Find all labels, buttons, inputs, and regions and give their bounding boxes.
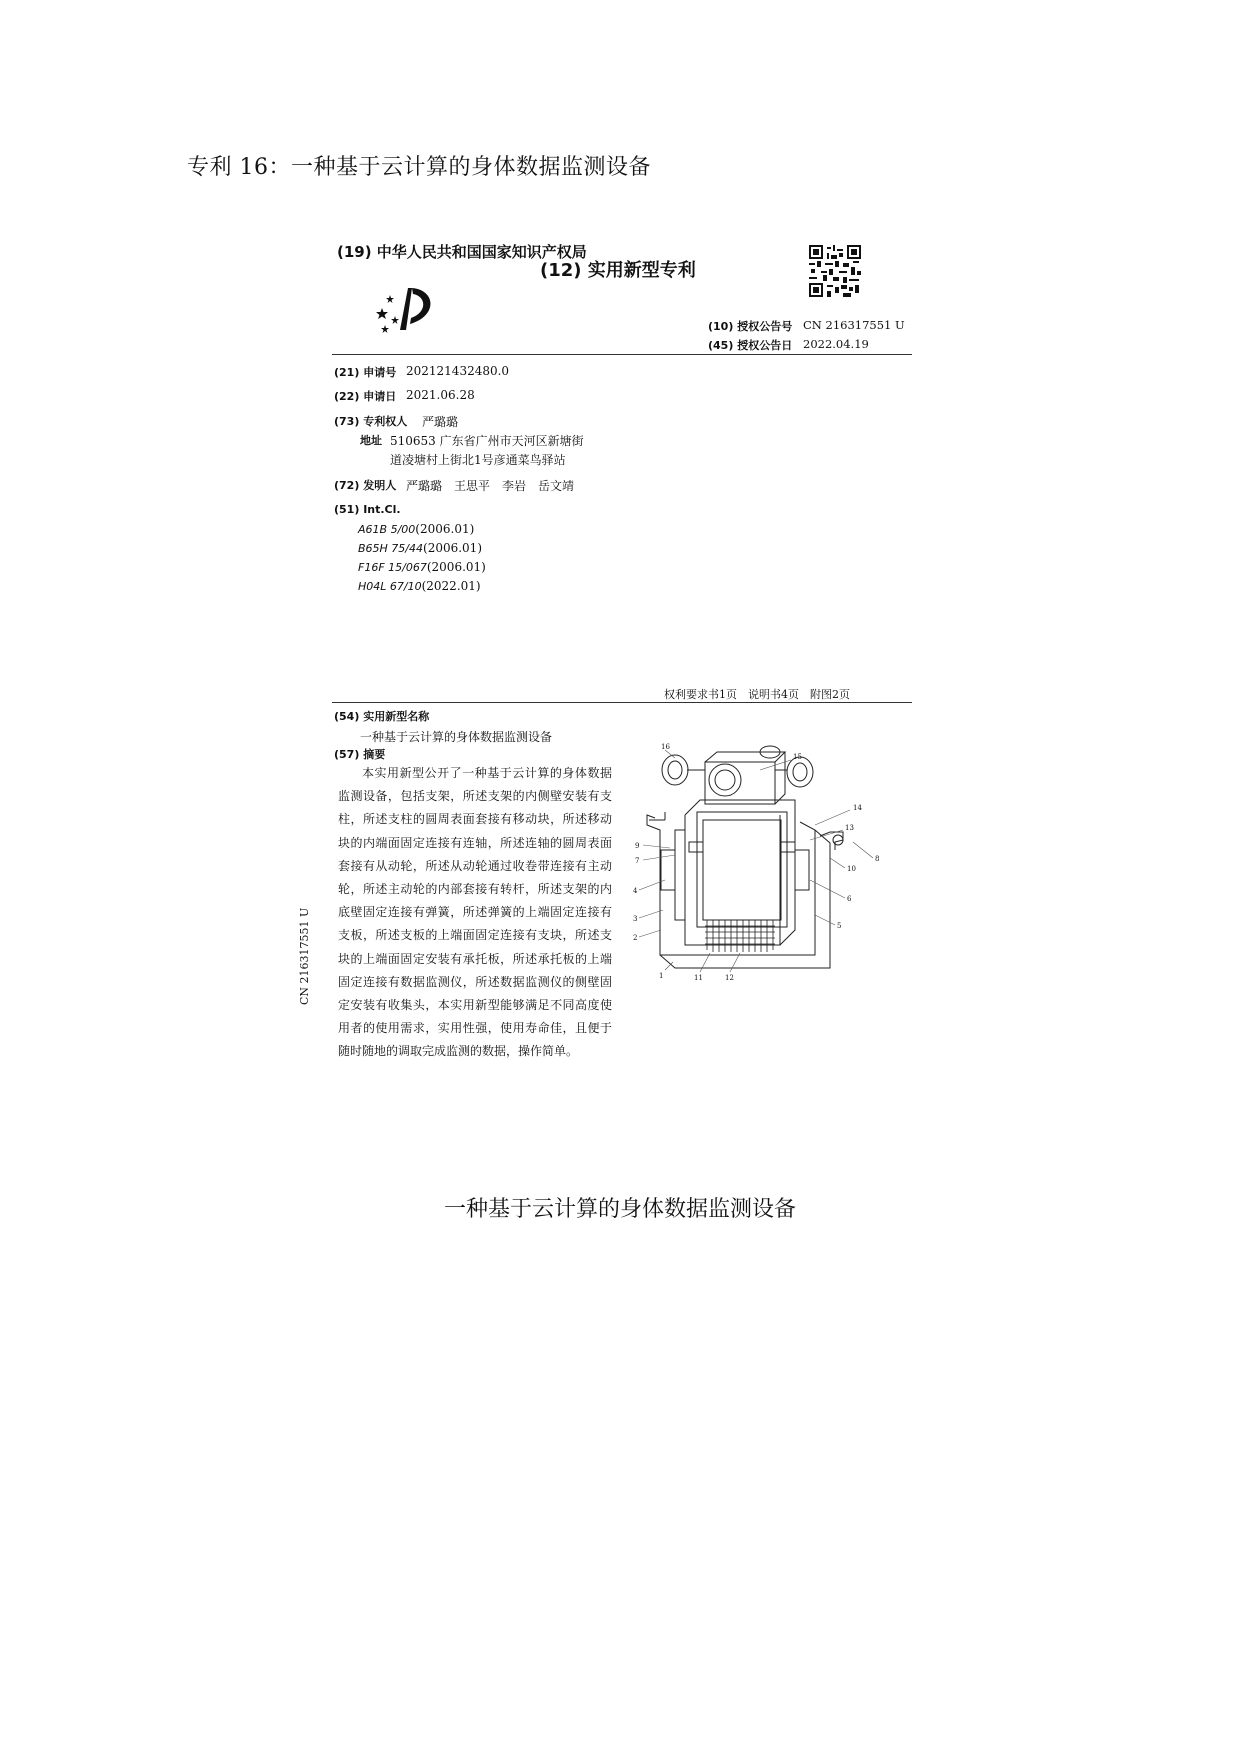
pub-date: 2022.04.19 (803, 337, 869, 351)
figure-label: 16 (661, 743, 670, 751)
patent-document-image (298, 230, 920, 1130)
address-line-1: 510653 广东省广州市天河区新塘街 (390, 434, 584, 448)
figure-label: 3 (633, 915, 638, 923)
address-label: 地址 (360, 434, 382, 447)
app-date-label: (22) 申请日 (334, 390, 397, 403)
inventor-label: (72) 发明人 (334, 479, 397, 492)
abstract-label: (57) 摘要 (334, 748, 386, 761)
intcl-label: (51) Int.Cl. (334, 503, 401, 516)
cnipa-logo-icon (370, 280, 440, 335)
intcl-item: H04L 67/10(2022.01) (358, 579, 481, 593)
app-date: 2021.06.28 (406, 388, 475, 402)
utility-model-name: 一种基于云计算的身体数据监测设备 (360, 730, 553, 744)
figure-caption: 一种基于云计算的身体数据监测设备 (443, 1197, 796, 1222)
patent-type: (12) 实用新型专利 (540, 260, 696, 281)
figure-label: 9 (635, 842, 640, 850)
figure-label: 5 (837, 922, 842, 930)
patent-office: (19) 中华人民共和国国家知识产权局 (337, 243, 587, 261)
app-no-label: (21) 申请号 (334, 366, 397, 379)
name-label: (54) 实用新型名称 (334, 710, 430, 723)
inventors: 严璐璐 王思平 李岩 岳文靖 (406, 479, 575, 493)
page-heading: 专利 16：一种基于云计算的身体数据监测设备 (187, 155, 651, 180)
pub-no-label: (10) 授权公告号 (708, 320, 793, 333)
pub-date-label: (45) 授权公告日 (708, 339, 793, 352)
figure-label: 10 (847, 865, 856, 873)
figure-label: 12 (725, 974, 734, 982)
intcl-item: F16F 15/067(2006.01) (358, 560, 486, 574)
qr-code-icon (809, 245, 861, 297)
app-no: 202121432480.0 (406, 364, 510, 378)
device-drawing (625, 740, 915, 990)
figure-label: 4 (633, 887, 638, 895)
abstract-text: 本实用新型公开了一种基于云计算的身体数据监测设备，包括支架，所述支架的内侧壁安装有支柱，所述支柱的圆周表面套接有移动块，所述移动块的内端面固定连接有连轴，所述连轴的圆周表面套接有从动轮，所述从动轮通过收卷带连接有主动轮，所述主动轮的内部套接有转杆，所述支架的内底壁固定连接有弹簧，所述弹簧的上端固定连接有支板，所述支板的上端面固定连接有支块，所述支块的上端面固定安装有承托板，所述承托板的上端固定连接有数据监测仪，所述数据监测仪的侧壁固定安装有收集头，本实用新型能够满足不同高度使用者的使用需求，实用性强，使用寿命佳，且便于随时随地的调取完成监测的数据，操作简单。 (338, 766, 612, 1059)
figure-label: 11 (694, 974, 703, 982)
section-rule (332, 702, 912, 703)
owner-label: (73) 专利权人 (334, 415, 408, 428)
owner: 严璐璐 (422, 415, 459, 429)
page-counts: 权利要求书1页 说明书4页 附图2页 (664, 688, 850, 701)
figure-label: 15 (793, 753, 802, 761)
intcl-item: A61B 5/00(2006.01) (358, 522, 475, 536)
figure-label: 8 (875, 855, 880, 863)
figure-label: 2 (633, 934, 638, 942)
intcl-item: B65H 75/44(2006.01) (358, 541, 483, 555)
figure-label: 7 (635, 857, 640, 865)
figure-label: 6 (847, 895, 852, 903)
address-line-2: 道凌塘村上街北1号彦通菜鸟驿站 (390, 453, 566, 467)
figure-label: 1 (659, 972, 664, 980)
pub-no: CN 216317551 U (803, 318, 905, 332)
figure-label: 13 (845, 824, 854, 832)
figure-label: 14 (853, 804, 862, 812)
side-publication-code: CN 216317551 U (298, 907, 311, 1005)
header-rule (332, 354, 912, 355)
